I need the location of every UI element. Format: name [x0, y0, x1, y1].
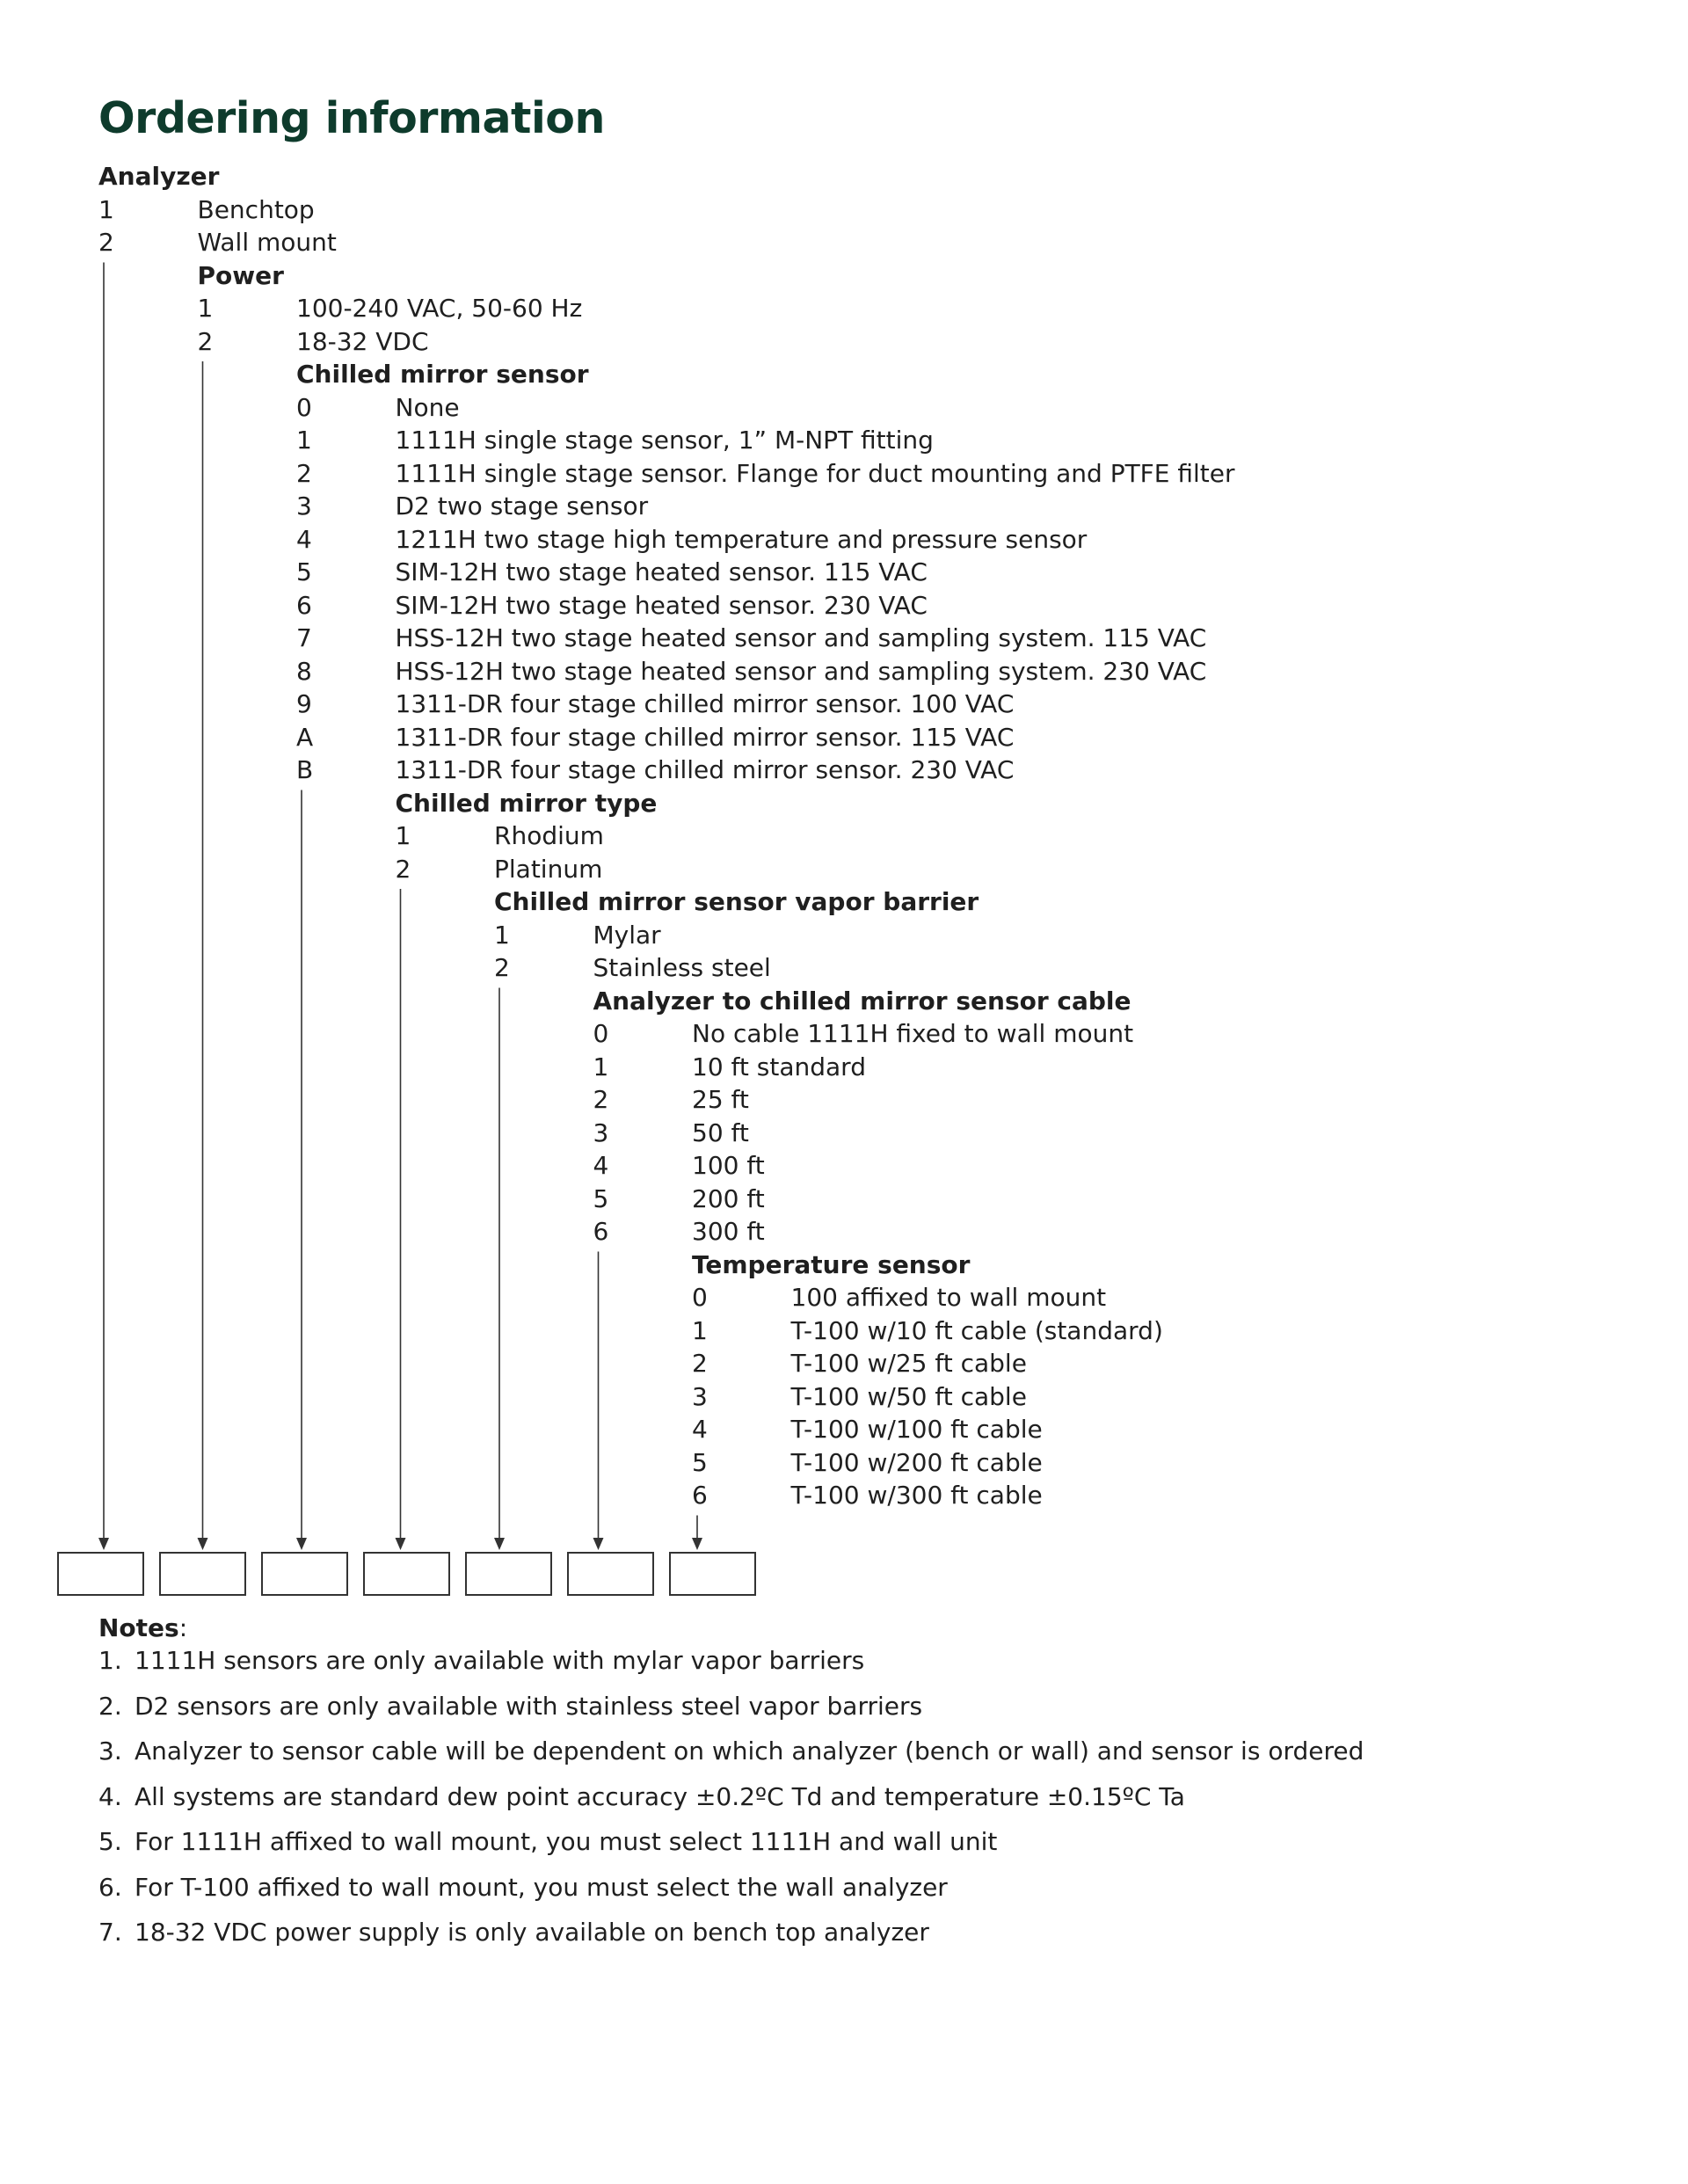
note-text: 1111H sensors are only available with mylar vapor barriers: [135, 1646, 865, 1675]
note-text: D2 sensors are only available with stainless steel vapor barriers: [135, 1691, 923, 1721]
option-code: 6: [692, 1481, 708, 1510]
note-item: [98, 1735, 1364, 1768]
option-label: SIM-12H two stage heated sensor. 230 VAC: [395, 590, 928, 620]
code-entry-box: [160, 1553, 245, 1595]
option-label: Stainless steel: [593, 953, 771, 982]
code-entry-box: [262, 1553, 347, 1595]
option-code: 2: [593, 1085, 609, 1114]
option-label: HSS-12H two stage heated sensor and sampling system. 115 VAC: [395, 623, 1207, 652]
option-code: 2: [296, 458, 312, 488]
option-code: 1: [395, 821, 411, 850]
option-code: 0: [296, 392, 312, 422]
option-label: Benchtop: [197, 194, 315, 224]
group-heading: Power: [197, 260, 284, 290]
note-item: [98, 1825, 997, 1859]
option-code: 1: [593, 1052, 609, 1081]
option-code: 5: [296, 557, 312, 586]
option-code: 1: [692, 1315, 708, 1345]
notes-heading: Notes:: [98, 1613, 188, 1642]
option-label: T-100 w/300 ft cable: [790, 1481, 1043, 1510]
option-label: HSS-12H two stage heated sensor and sampling system. 230 VAC: [395, 656, 1207, 686]
arrow-down-icon: [692, 1538, 702, 1550]
option-label: 50 ft: [692, 1117, 749, 1147]
note-number: 3.: [98, 1736, 122, 1765]
option-label: 18-32 VDC: [296, 326, 429, 356]
code-entry-box: [58, 1553, 143, 1595]
group-heading: Analyzer to chilled mirror sensor cable: [593, 986, 1131, 1016]
option-label: D2 two stage sensor: [395, 491, 649, 521]
page-title: Ordering information: [98, 93, 605, 143]
option-code: 2: [494, 953, 510, 982]
option-code: 4: [692, 1415, 708, 1444]
option-label: 1311-DR four stage chilled mirror sensor. 230 VAC: [395, 755, 1015, 784]
option-label: None: [395, 392, 460, 422]
note-number: 6.: [98, 1872, 122, 1902]
option-code: A: [296, 722, 314, 752]
option-label: T-100 w/100 ft cable: [790, 1415, 1043, 1444]
option-code: 0: [692, 1283, 708, 1312]
note-number: 2.: [98, 1691, 122, 1721]
note-text: All systems are standard dew point accuracy ±0.2ºC Td and temperature ±0.15ºC Ta: [135, 1781, 1185, 1811]
option-code: 4: [296, 524, 312, 554]
option-label: 200 ft: [692, 1183, 765, 1213]
note-text: For T-100 affixed to wall mount, you must select the wall analyzer: [135, 1872, 948, 1902]
note-item: [98, 1644, 864, 1678]
note-item: [98, 1916, 929, 1949]
arrow-down-icon: [396, 1538, 406, 1550]
code-entry-box: [364, 1553, 449, 1595]
option-label: T-100 w/10 ft cable (standard): [790, 1315, 1163, 1345]
group-heading: Temperature sensor: [692, 1249, 971, 1279]
group-heading: Chilled mirror sensor vapor barrier: [494, 887, 979, 916]
option-label: Wall mount: [197, 228, 337, 257]
option-label: 10 ft standard: [692, 1052, 866, 1081]
option-label: 100 ft: [692, 1151, 765, 1180]
option-code: 4: [593, 1151, 609, 1180]
option-label: 25 ft: [692, 1085, 749, 1114]
option-label: T-100 w/25 ft cable: [790, 1349, 1027, 1378]
group-heading: Chilled mirror type: [395, 788, 658, 818]
option-code: 2: [395, 854, 411, 884]
option-code: 2: [197, 326, 214, 356]
option-label: Mylar: [593, 920, 661, 950]
option-code: 3: [593, 1117, 609, 1147]
arrow-down-icon: [494, 1538, 505, 1550]
option-code: B: [296, 755, 314, 784]
note-text: For 1111H affixed to wall mount, you must select 1111H and wall unit: [135, 1827, 998, 1856]
option-label: No cable 1111H fixed to wall mount: [692, 1019, 1134, 1048]
group-heading: Analyzer: [98, 162, 220, 191]
option-label: 100-240 VAC, 50-60 Hz: [296, 294, 583, 323]
arrow-down-icon: [593, 1538, 604, 1550]
option-code: 8: [296, 656, 312, 686]
option-label: 100 affixed to wall mount: [790, 1283, 1107, 1312]
option-code: 7: [296, 623, 312, 652]
option-label: Platinum: [494, 854, 603, 884]
note-number: 5.: [98, 1827, 122, 1856]
option-code: 1: [197, 294, 214, 323]
note-number: 1.: [98, 1646, 122, 1675]
code-entry-box: [568, 1553, 653, 1595]
note-item: [98, 1690, 922, 1723]
option-label: 1111H single stage sensor, 1” M-NPT fitting: [395, 426, 934, 455]
note-item: [98, 1780, 1185, 1814]
note-number: 7.: [98, 1918, 122, 1947]
option-code: 2: [98, 228, 114, 257]
option-code: 1: [98, 194, 114, 224]
option-label: 1311-DR four stage chilled mirror sensor. 100 VAC: [395, 689, 1015, 718]
option-label: 1211H two stage high temperature and pressure sensor: [395, 524, 1088, 554]
note-item: [98, 1871, 948, 1904]
option-code: 1: [494, 920, 510, 950]
option-code: 5: [593, 1183, 609, 1213]
arrow-down-icon: [98, 1538, 109, 1550]
option-label: 300 ft: [692, 1217, 765, 1246]
arrow-down-icon: [198, 1538, 208, 1550]
option-label: Rhodium: [494, 821, 604, 850]
option-label: T-100 w/200 ft cable: [790, 1447, 1043, 1477]
note-text: 18-32 VDC power supply is only available on bench top analyzer: [135, 1918, 929, 1947]
code-entry-box: [670, 1553, 755, 1595]
note-number: 4.: [98, 1781, 122, 1811]
option-code: 0: [593, 1019, 609, 1048]
option-label: T-100 w/50 ft cable: [790, 1381, 1027, 1411]
arrow-down-icon: [296, 1538, 307, 1550]
option-code: 5: [692, 1447, 708, 1477]
option-code: 1: [296, 426, 312, 455]
option-code: 3: [692, 1381, 708, 1411]
code-entry-box: [466, 1553, 551, 1595]
option-code: 6: [593, 1217, 609, 1246]
option-label: 1311-DR four stage chilled mirror sensor. 115 VAC: [395, 722, 1015, 752]
option-code: 2: [692, 1349, 708, 1378]
option-code: 6: [296, 590, 312, 620]
option-label: SIM-12H two stage heated sensor. 115 VAC: [395, 557, 928, 586]
option-code: 9: [296, 689, 312, 718]
option-code: 3: [296, 491, 312, 521]
option-label: 1111H single stage sensor. Flange for duct mounting and PTFE filter: [395, 458, 1235, 488]
note-text: Analyzer to sensor cable will be dependent on which analyzer (bench or wall) and sensor is ordered: [135, 1736, 1364, 1765]
group-heading: Chilled mirror sensor: [296, 360, 589, 389]
